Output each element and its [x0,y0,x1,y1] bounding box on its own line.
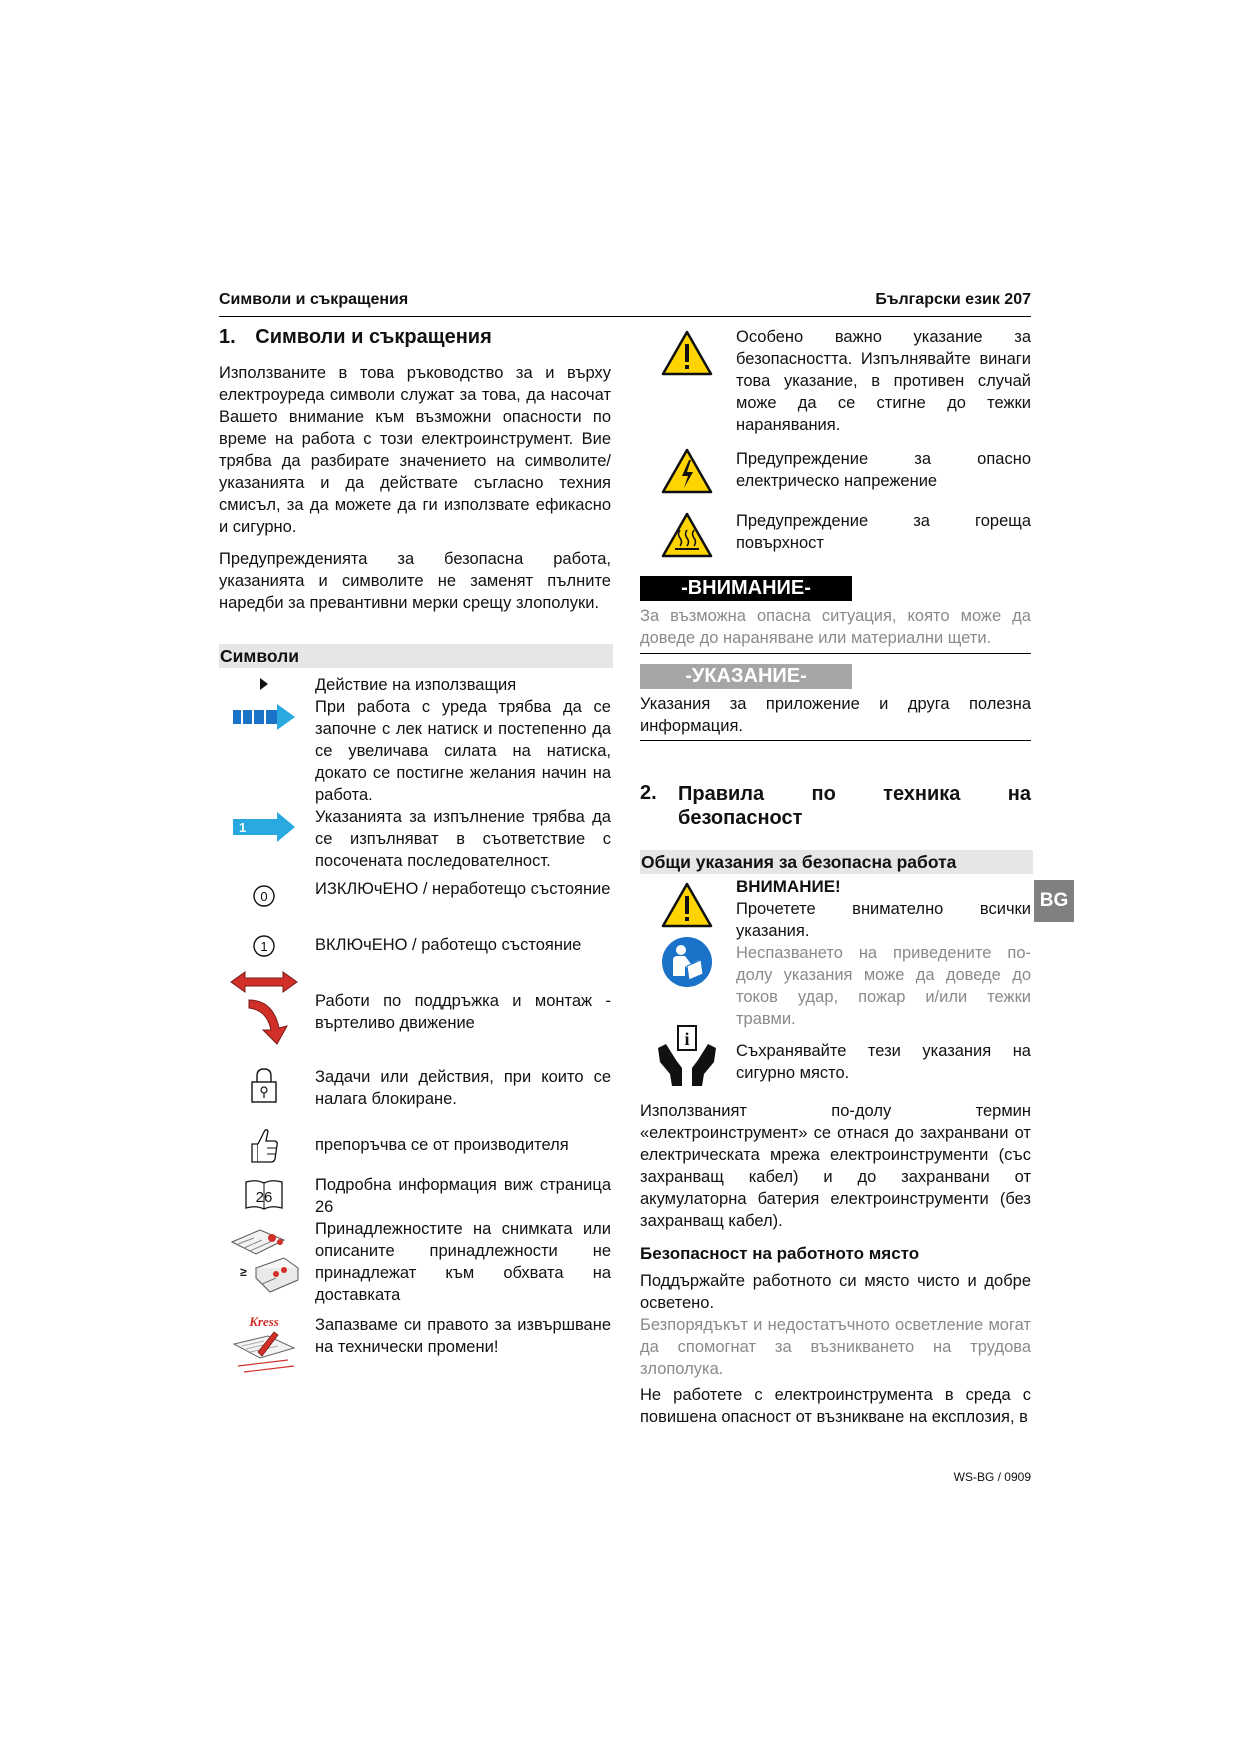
keep-manual-hands-icon [656,1024,718,1088]
safety-warning-text: Прочетете внимателно всички указания. [736,900,1031,940]
warning-text-general: Особено важно указание за безопасността. Изпълнявайте винаги това указание, в противен случай може да се стигне до тежки наранявания. [736,328,1031,434]
blue-segmented-arrow-icon [231,700,297,734]
note-rule [640,740,1031,741]
off-zero-icon [252,884,276,908]
symbol-text-recommended: препоръчва се от производителя [315,1136,569,1154]
symbols-heading: Символи [219,644,613,668]
symbol-text-lock: Задачи или действия, при които се налага блокиране. [315,1068,611,1108]
attention-rule [640,653,1031,654]
symbol-text-on: ВКЛЮчЕНО / работещо състояние [315,936,582,954]
general-safety-heading: Общи указания за безопасна работа [640,850,1033,874]
sequence-badge: 1 [239,820,247,835]
off-badge: 0 [260,889,268,904]
keep-instructions-text: Съхранявайте тези указания на сигурно място. [736,1042,1031,1082]
read-manual-icon [661,936,713,988]
section-2-title: Правила по техника на безопасност [678,783,1031,829]
warning-text-hot: Предупреждение за гореща повърхност [736,512,1031,552]
note-text: Указания за приложение и друга полезна информация. [640,695,1031,735]
symbol-text-rotation: Работи по поддръжка и монтаж - въртеливо движение [315,992,611,1032]
thumbs-up-icon [248,1126,280,1164]
note-label: -УКАЗАНИЕ- [640,664,852,689]
section-2-number: 2. [640,782,657,804]
red-rotation-arrows-icon [229,970,299,1046]
symbol-text-gradual-pressure: При работа с уреда трябва да се започне с лек натиск и постепенно да се увеличава силата на натиска, докато се постигне желания начин на работа. [315,698,611,804]
attention-block [640,576,1031,649]
workplace-paragraph: Поддържайте работното си място чисто и добре осветено. [640,1272,1031,1312]
book-page-icon [244,1178,284,1212]
svg-text:≥: ≥ [240,1265,247,1279]
warning-text-electric: Предупреждение за опасно електрическо напрежение [736,450,1031,490]
symbol-text-action: Действие на използващия [315,676,517,694]
warning-exclamation-icon [661,882,713,928]
running-header-left: Символи и съкращения [219,291,409,308]
padlock-icon [249,1066,279,1106]
electric-hazard-icon [661,448,713,494]
on-one-icon [252,934,276,958]
kress-logo: Kress [249,1314,279,1329]
accessories-case-icon [226,1222,302,1304]
blue-numbered-arrow-icon [231,810,297,844]
running-header-right: Български език 207 [875,291,1031,308]
header-rule [219,316,1031,317]
section-1-heading [219,326,611,349]
on-badge: 1 [260,939,268,954]
kress-edit-icon [228,1330,300,1374]
workplace-safety-heading: Безопасност на работното място [640,1244,920,1263]
page-footer: WS-BG / 0909 [953,1470,1031,1484]
symbol-text-off: ИЗКЛЮчЕНО / неработещо състояние [315,880,611,898]
page-badge: 26 [255,1189,273,1206]
attention-text: За възможна опасна ситуация, която може да доведе до нараняване или материални щети. [640,607,1031,647]
section-1-number: 1. [219,326,236,348]
term-paragraph: Използваният по-долу термин «електроинструмент» се отнася до захранвани от електрическата мрежа електроинструменти (със захранващ кабел) и до захранвани от акумулаторна батерия електроинструменти (без захранващ кабел). [640,1102,1031,1230]
safety-warning-consequence: Неспазването на приведените по-долу указания може да доведе до токов удар, пожар и/или тежки травми. [736,944,1031,1028]
safety-warning-title: ВНИМАНИЕ! [736,877,841,896]
section-1-paragraph-2: Предупрежденията за безопасна работа, указанията и символите не заменят пълните наредби за превантивни мерки срещу злополуки. [219,550,611,612]
note-block [640,664,1031,737]
attention-label: -ВНИМАНИЕ- [640,576,852,601]
workplace-grey-paragraph: Безпорядъкът и недостатъчното осветление могат да спомогнат за възникването на трудова злополука. [640,1316,1031,1378]
warning-exclamation-icon [661,330,713,376]
symbol-text-technical-changes: Запазваме си правото за извършване на технически промени! [315,1316,611,1356]
section-1-paragraph-1: Използваните в това ръководство за и върху електроуреда символи служат за това, да насочат Вашето внимание към възможни опасности по време на работа с този електроинструмент. Вие трябва да разбирате значението на символите/указанията и да действате съгласно техния смисъл, за да можете да ги използвате ефикасно и сигурно. [219,364,611,536]
symbol-text-see-page: Подробна информация виж страница 26 [315,1176,611,1216]
section-2-heading [640,782,1031,830]
language-tab: BG [1034,880,1074,922]
symbol-text-sequence: Указанията за изпълнение трябва да се изпълняват в съответствие с посочената последователност. [315,808,611,870]
section-1-title: Символи и съкращения [255,326,492,348]
explosion-paragraph: Не работете с електроинструмента в среда с повишена опасност от възникване на експлозия, в [640,1386,1031,1426]
svg-text:i: i [684,1029,690,1049]
symbol-text-accessories: Принадлежностите на снимката или описаните принадлежности не принадлежат към обхвата на доставката [315,1220,611,1304]
triangle-right-icon [259,677,269,691]
hot-surface-icon [661,512,713,558]
